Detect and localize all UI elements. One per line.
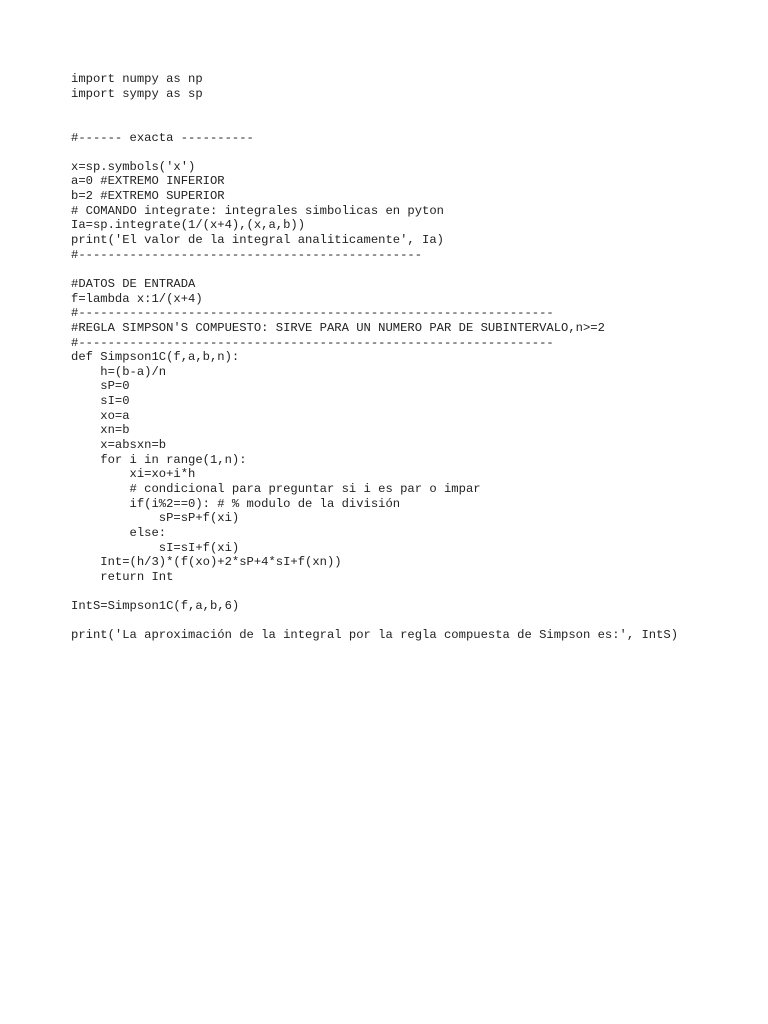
code-line: h=(b-a)/n [71, 364, 167, 379]
code-line: x=absxn=b [71, 438, 167, 453]
code-line: #REGLA SIMPSON'S COMPUESTO: SIRVE PARA UN NUMERO PAR DE SUBINTERVALO,n>=2 [71, 320, 605, 335]
code-line [71, 614, 678, 629]
code-line: def Simpson1C(f,a,b,n): [71, 350, 240, 365]
code-line: return Int [71, 569, 174, 584]
code-line: #DATOS DE ENTRADA [71, 276, 196, 291]
code-line: Int=(h/3)*(f(xo)+2*sP+4*sI+f(xn)) [71, 555, 342, 570]
code-line: #------ exacta ---------- [71, 130, 254, 145]
code-line: if(i%2==0): # % modulo de la división [71, 496, 401, 511]
code-line [71, 584, 678, 599]
code-line [71, 116, 678, 131]
code-line: xo=a [71, 408, 130, 423]
code-line: x=sp.symbols('x') [71, 159, 196, 174]
code-line: xi=xo+i*h [71, 467, 196, 482]
code-line: import numpy as np [71, 72, 203, 86]
code-line: Ia=sp.integrate(1/(x+4),(x,a,b)) [71, 218, 306, 233]
code-line: #----------------------------------------------------------------- [71, 306, 554, 321]
code-line: xn=b [71, 423, 130, 438]
code-line: print('La aproximación de la integral por la regla compuesta de Simpson es:', IntS) [71, 628, 679, 643]
code-line [71, 145, 678, 160]
code-listing [71, 72, 678, 643]
code-line: import sympy as sp [71, 86, 203, 101]
code-line: IntS=Simpson1C(f,a,b,6) [71, 599, 240, 614]
code-line: sP=0 [71, 379, 130, 394]
code-line: #----------------------------------------------- [71, 247, 423, 262]
code-line: a=0 #EXTREMO INFERIOR [71, 174, 225, 189]
code-line: sI=0 [71, 394, 130, 409]
code-line [71, 262, 678, 277]
code-line [71, 101, 678, 116]
code-line: b=2 #EXTREMO SUPERIOR [71, 189, 225, 204]
code-line: print('El valor de la integral analiticamente', Ia) [71, 233, 444, 248]
code-line: else: [71, 525, 167, 540]
code-line: sP=sP+f(xi) [71, 511, 240, 526]
code-line: # condicional para preguntar si i es par o impar [71, 481, 481, 496]
code-line: f=lambda x:1/(x+4) [71, 291, 203, 306]
code-line: for i in range(1,n): [71, 452, 247, 467]
code-line: #----------------------------------------------------------------- [71, 335, 554, 350]
code-line: # COMANDO integrate: integrales simbolicas en pyton [71, 203, 444, 218]
code-line: sI=sI+f(xi) [71, 540, 240, 555]
